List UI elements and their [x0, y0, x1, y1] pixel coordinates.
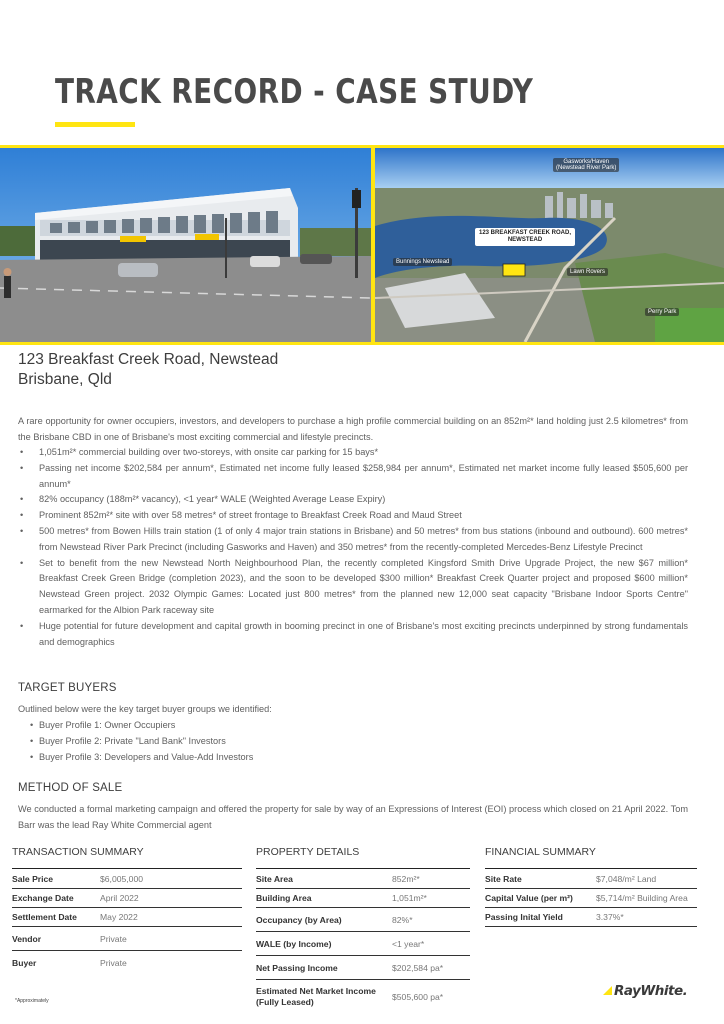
transaction-summary-table [12, 846, 242, 975]
table-row [12, 889, 242, 908]
row-key: Site Rate [485, 873, 522, 884]
address-line-1: 123 Breakfast Creek Road, Newstead [18, 351, 279, 368]
table-row [256, 980, 470, 1014]
table-row [256, 932, 470, 956]
table-row [485, 908, 697, 927]
ray-white-logo: RayWhite. [614, 983, 688, 999]
row-key: Settlement Date [12, 912, 77, 922]
list-item: • 82% occupancy (188m²* vacancy), <1 year* WALE (Weighted Average Lease Expiry) [18, 492, 688, 508]
property-details-table [256, 846, 470, 1014]
list-item: • Set to benefit from the new Newstead North Neighbourhood Plan, the recently completed Kingsford Smith Drive Upgrade Project, the new $67 million* Breakfast Creek Green Bridge (completion 2023), and the soon to be developed $300 million* Breakfast Creek Quarter project and proposed $600 million* Newstead Green project. 2032 Olympic Games: Located just 800 metres* from the planned new 12,000 seat capacity "Brisbane Indoor Sports Centre" earmarked for the Albion Park raceway site [18, 556, 688, 619]
feature-list [18, 445, 688, 650]
row-value: $505,600 pa* [392, 992, 444, 1002]
list-item: • Buyer Profile 1: Owner Occupiers [30, 718, 253, 734]
list-item: • Prominent 852m²* site with over 58 metres* of street frontage to Breakfast Creek Road and Maud Street [18, 508, 688, 524]
row-key: Site Area [256, 873, 293, 884]
table-heading: TRANSACTION SUMMARY [12, 846, 242, 869]
row-value: 82%* [392, 914, 413, 925]
map-label-subject: 123 BREAKFAST CREEK ROAD, NEWSTEAD [475, 228, 575, 246]
row-key: Passing Inital Yield [485, 912, 563, 922]
row-value: <1 year* [392, 938, 425, 949]
buyer-list [30, 718, 253, 765]
map-label-lawn: Lawn Rovers [567, 268, 608, 276]
list-item: • 500 metres* from Bowen Hills train station (1 of only 4 major train stations in Brisbane) and 50 metres* from bus stations (inbound and outbound). 600 metres* from Newstead River Park Precinct (including Gasworks and Haven) and 350 metres* from the recently-completed Mercedes-Benz Lifestyle Precinct [18, 524, 688, 556]
row-key: Vendor [12, 933, 42, 944]
row-key: Capital Value (per m²) [485, 893, 573, 903]
table-row [485, 869, 697, 889]
row-value: $7,048/m² Land [596, 873, 657, 884]
footnote: *Approximately [15, 998, 49, 1004]
table-row [12, 869, 242, 889]
list-item: • Huge potential for future development and capital growth in booming precinct in one of Brisbane's most exciting precincts underpinned by strong fundamentals and demographics [18, 619, 688, 651]
list-item: • 1,051m²* commercial building over two-storeys, with onsite car parking for 15 bays* [18, 445, 688, 461]
financial-summary-table [485, 846, 697, 927]
row-value: 852m²* [392, 873, 420, 884]
intro-paragraph: A rare opportunity for owner occupiers, investors, and developers to purchase a high profile commercial building on an 852m²* land holding just 2.5 kilometres* from the Brisbane CBD in one of Brisbane's most exciting commercial and lifestyle precincts. [18, 416, 688, 442]
row-value: $6,005,000 [100, 873, 144, 884]
row-key: WALE (by Income) [256, 938, 332, 949]
list-item: • Passing net income $202,584 per annum*, Estimated net income fully leased $258,984 per annum*, Estimated net market income fully leased $505,600 per annum* [18, 461, 688, 493]
map-label-bunnings: Bunnings Newstead [393, 258, 452, 266]
target-buyers-heading: TARGET BUYERS [18, 682, 117, 694]
map-label-gasworks: Gasworks/Haven (Newstead River Park) [553, 158, 619, 172]
method-of-sale-heading: METHOD OF SALE [18, 782, 123, 794]
row-key: Occupancy (by Area) [256, 914, 342, 925]
ray-white-logo-icon [603, 986, 612, 995]
row-key: Net Passing Income [256, 962, 338, 973]
row-value: Private [100, 958, 127, 968]
row-key: Buyer [12, 958, 37, 968]
row-key: Estimated Net Market Income (Fully Leased) [256, 986, 376, 1007]
method-of-sale-text: We conducted a formal marketing campaign and offered the property for sale by way of an Expressions of Interest (EOI) process which closed on 21 April 2022. Tom Barr was the lead Ray White Commercial agent [18, 804, 688, 830]
table-heading: PROPERTY DETAILS [256, 846, 470, 869]
row-value: 1,051m²* [392, 893, 427, 903]
address-line-2: Brisbane, Qld [18, 371, 112, 388]
list-item: • Buyer Profile 2: Private "Land Bank" Investors [30, 734, 253, 750]
row-key: Building Area [256, 893, 312, 903]
target-buyers-intro: Outlined below were the key target buyer groups we identified: [18, 704, 272, 714]
row-value: 3.37%* [596, 912, 624, 922]
table-row [12, 927, 242, 951]
table-heading: FINANCIAL SUMMARY [485, 846, 697, 869]
page-title: TRACK RECORD - CASE STUDY [55, 72, 534, 112]
table-row [12, 951, 242, 975]
row-value: $202,584 pa* [392, 962, 444, 973]
title-underline [55, 122, 135, 127]
table-row [256, 908, 470, 932]
row-value: May 2022 [100, 912, 138, 922]
table-row [256, 889, 470, 908]
row-value: April 2022 [100, 893, 139, 903]
list-item: • Buyer Profile 3: Developers and Value-Add Investors [30, 750, 253, 766]
map-label-perry: Perry Park [645, 308, 679, 316]
table-row [12, 908, 242, 927]
aerial-map-photo [375, 148, 724, 342]
table-row [256, 869, 470, 889]
row-value: $5,714/m² Building Area [596, 893, 688, 903]
table-row [256, 956, 470, 980]
row-key: Sale Price [12, 873, 54, 884]
row-key: Exchange Date [12, 893, 74, 903]
table-row [485, 889, 697, 908]
row-value: Private [100, 933, 127, 944]
building-photo [0, 148, 371, 342]
property-address [18, 350, 278, 390]
